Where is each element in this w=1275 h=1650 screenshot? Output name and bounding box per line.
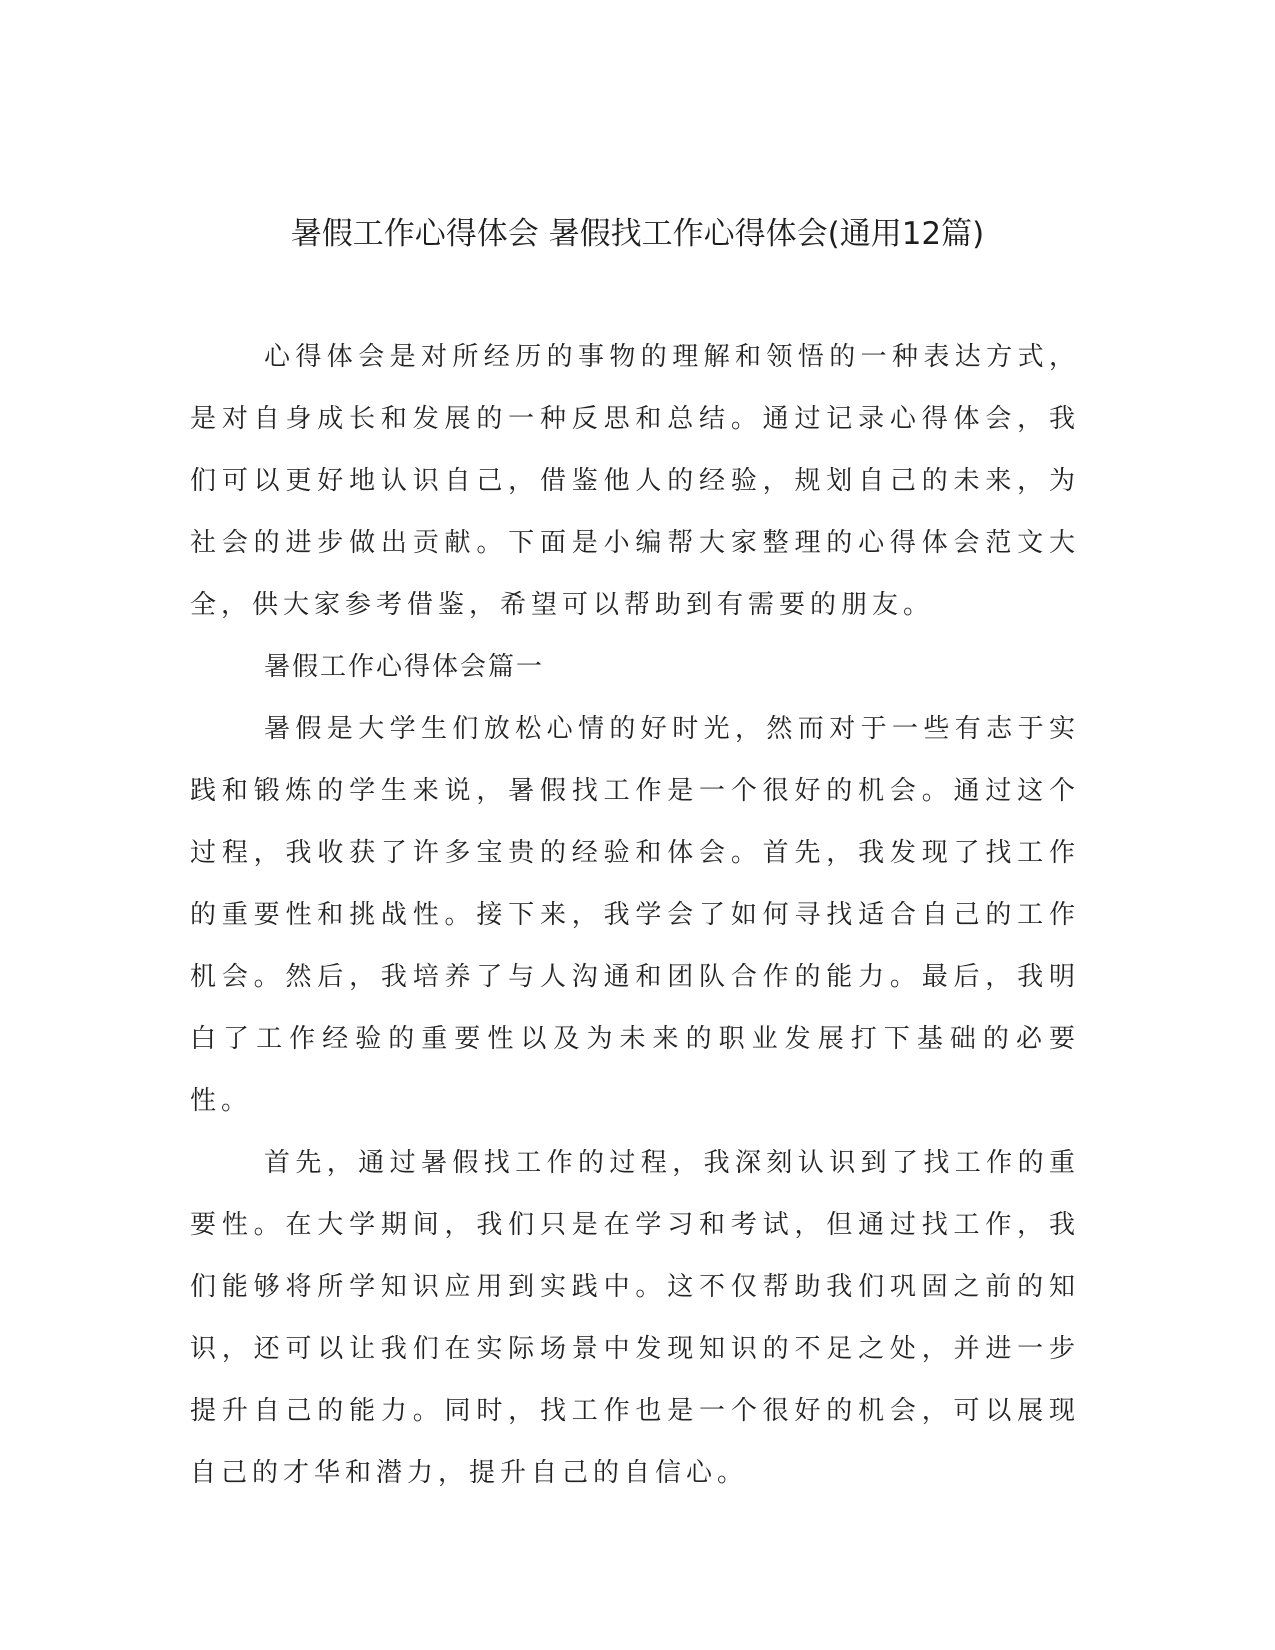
document-body (190, 326, 1080, 1504)
body-paragraph-2: 首先，通过暑假找工作的过程，我深刻认识到了找工作的重要性。在大学期间，我们只是在学习和考试，但通过找工作，我们能够将所学知识应用到实践中。这不仅帮助我们巩固之前的知识，还可以让我们在实际场景中发现知识的不足之处，并进一步提升自己的能力。同时，找工作也是一个很好的机会，可以展现自己的才华和潜力，提升自己的自信心。 (190, 1148, 1080, 1488)
document-title: 暑假工作心得体会 暑假找工作心得体会(通用12篇) (290, 216, 985, 252)
intro-paragraph: 心得体会是对所经历的事物的理解和领悟的一种表达方式，是对自身成长和发展的一种反思和总结。通过记录心得体会，我们可以更好地认识自己，借鉴他人的经验，规划自己的未来，为社会的进步做出贡献。下面是小编帮大家整理的心得体会范文大全，供大家参考借鉴，希望可以帮助到有需要的朋友。 (190, 342, 1080, 620)
section-heading: 暑假工作心得体会篇一 (264, 652, 545, 682)
body-paragraph-1: 暑假是大学生们放松心情的好时光，然而对于一些有志于实践和锻炼的学生来说，暑假找工作是一个很好的机会。通过这个过程，我收获了许多宝贵的经验和体会。首先，我发现了找工作的重要性和挑战性。接下来，我学会了如何寻找适合自己的工作机会。然后，我培养了与人沟通和团队合作的能力。最后，我明白了工作经验的重要性以及为未来的职业发展打下基础的必要性。 (190, 714, 1080, 1116)
